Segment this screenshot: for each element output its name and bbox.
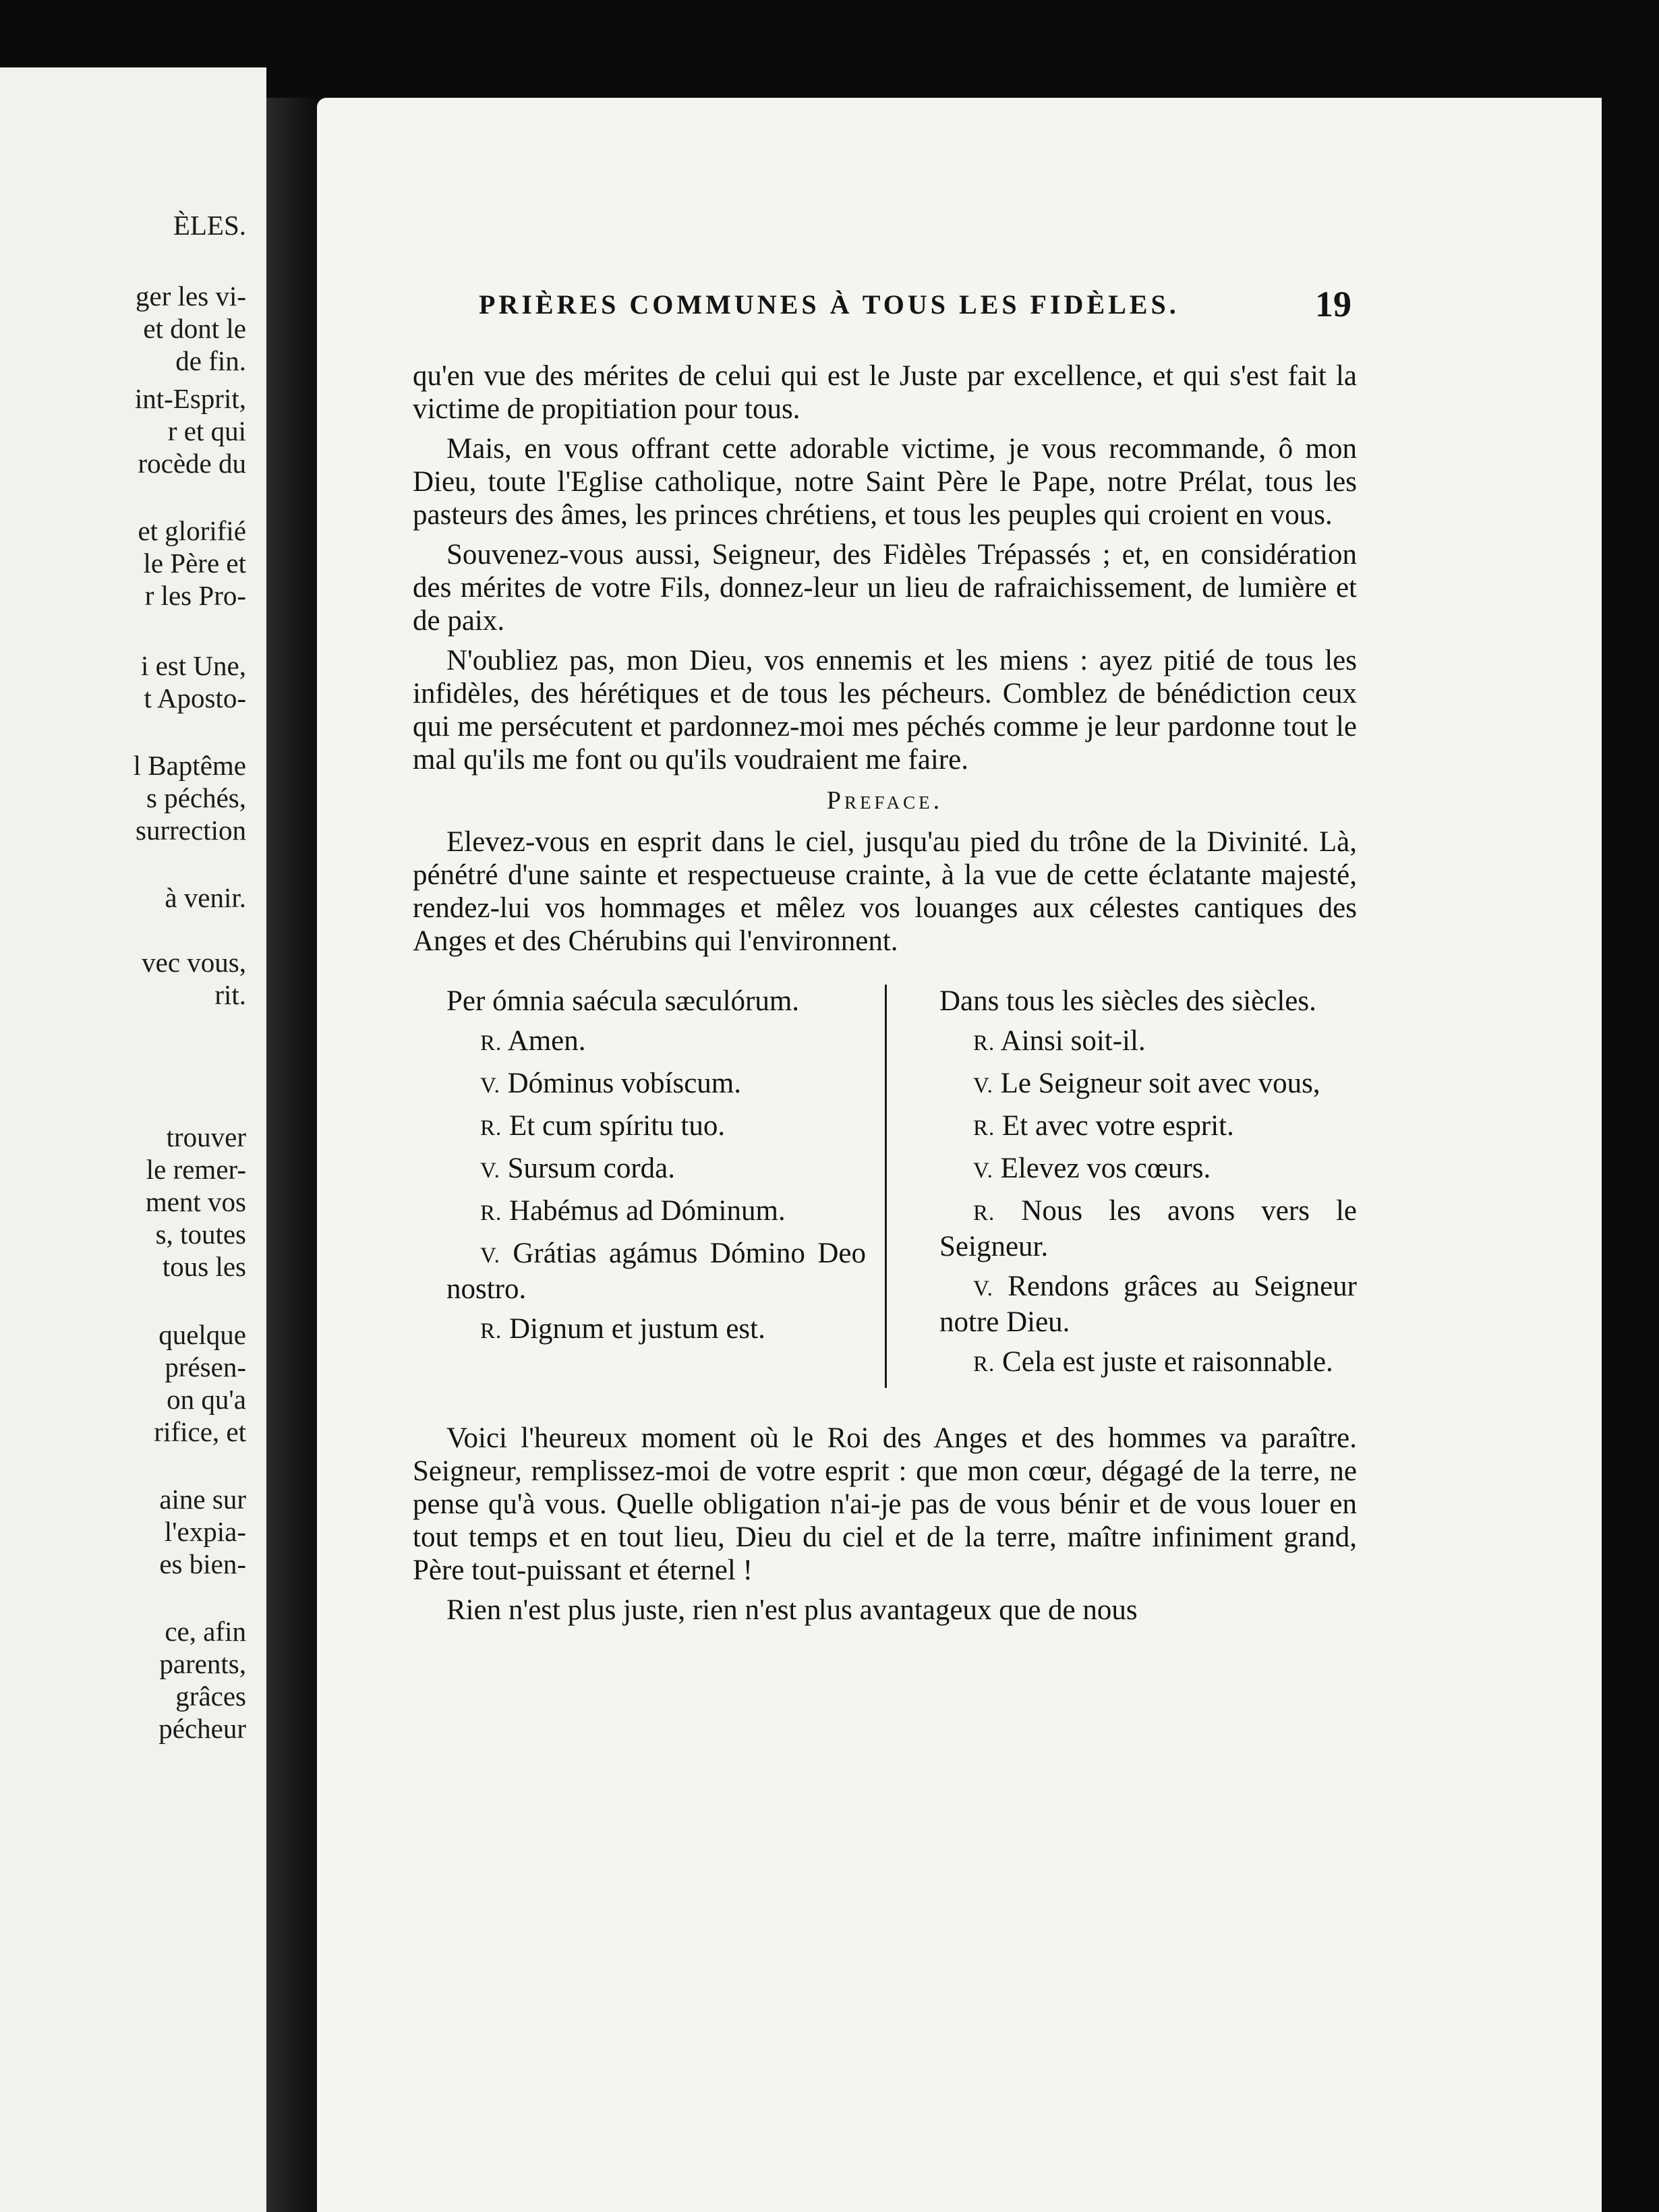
response-marker: R. <box>973 1116 995 1140</box>
dialogue-text: Rendons grâces au Seigneur notre Dieu. <box>939 1271 1358 1338</box>
dialogue-text: Et cum spíritu tuo. <box>509 1110 726 1142</box>
left-page-line: s péchés, <box>146 782 246 813</box>
left-page-line: int-Esprit, <box>134 383 246 414</box>
dialogue-line <box>906 1194 1357 1263</box>
dialogue-text: Elevez vos cœurs. <box>1000 1153 1211 1184</box>
paragraph: N'oubliez pas, mon Dieu, vos ennemis et les miens : ayez pitié de tous les infidèles, des hérétiques et de tous les pécheurs. Comblez de bénédiction ceux qui me persécutent et pardonnez-moi mes péchés comme je leur pardonne tout le mal qu'ils me font ou qu'ils voudraient me faire. <box>413 645 1357 776</box>
left-page-line: l'expia- <box>164 1516 246 1547</box>
left-page-line: de fin. <box>175 345 246 376</box>
main-text <box>413 359 1357 1633</box>
left-page-line: r et qui <box>167 415 246 446</box>
dialogue-text: Amen. <box>507 1025 586 1057</box>
left-page-line: quelque <box>158 1319 246 1350</box>
left-page-line: ment vos <box>145 1186 246 1217</box>
dialogue-text: Dignum et justum est. <box>509 1313 765 1345</box>
response-marker: V. <box>480 1244 500 1268</box>
dialogue-text: Nous les avons vers le Seigneur. <box>939 1195 1358 1262</box>
left-page-line: es bien- <box>159 1548 246 1579</box>
dialogue-line <box>413 1067 866 1103</box>
section-heading: Preface. <box>826 786 943 815</box>
dialogue-line <box>906 1152 1357 1188</box>
dialogue-text: Cela est juste et raisonnable. <box>1002 1346 1333 1378</box>
response-marker: V. <box>973 1159 993 1183</box>
dialogue-text: Et avec votre esprit. <box>1002 1110 1234 1142</box>
dialogue-line <box>906 985 1357 1018</box>
left-page-line: et glorifié <box>138 515 246 546</box>
left-page-line: le remer- <box>146 1154 246 1185</box>
response-marker: R. <box>480 1116 502 1140</box>
left-page-line: et dont le <box>143 313 246 344</box>
dialogue-text: Ainsi soit-il. <box>1000 1025 1146 1057</box>
dialogue-line <box>413 1312 866 1348</box>
left-page-line: l Baptême <box>133 750 246 781</box>
dialogue-line <box>413 1237 866 1306</box>
response-marker: R. <box>480 1319 502 1343</box>
paragraph: Rien n'est plus juste, rien n'est plus avantageux que de nous <box>446 1594 1138 1626</box>
dialogue-text: Dóminus vobíscum. <box>507 1068 741 1099</box>
dialogue-line <box>906 1067 1357 1103</box>
left-page-line: présen- <box>165 1351 246 1382</box>
left-page-line: r les Pro- <box>144 580 246 611</box>
response-marker: V. <box>480 1074 500 1098</box>
dialogue-line <box>413 1109 866 1145</box>
response-marker: V. <box>973 1277 993 1301</box>
dialogue-line <box>906 1270 1357 1339</box>
response-marker: R. <box>480 1031 502 1055</box>
left-page-line: on qu'a <box>167 1384 246 1415</box>
left-page-line: le Père et <box>143 548 246 579</box>
dialogue-line <box>413 985 866 1018</box>
response-marker: R. <box>973 1352 995 1376</box>
dialogue-text: Grátias agámus Dómino Deo nostro. <box>446 1238 866 1305</box>
left-page-line: tous les <box>162 1251 246 1282</box>
left-page-line: grâces <box>175 1681 246 1712</box>
paragraph: Voici l'heureux moment où le Roi des Anges et des hommes va paraître. Seigneur, remplissez-moi de votre esprit : que mon cœur, dégagé de la terre, ne pense qu'à vous. Quelle obligation n'ai-je pas de vous bénir et de vous louer en tout temps et en tout lieu, Dieu du ciel et de la terre, maître infiniment grand, Père tout-puissant et éternel ! <box>413 1422 1357 1586</box>
latin-column <box>413 985 885 1388</box>
left-page-line: ce, afin <box>165 1616 246 1647</box>
left-page-line: parents, <box>159 1648 246 1679</box>
dialogue-text: Dans tous les siècles des siècles. <box>939 985 1316 1017</box>
left-page-line: i est Une, <box>141 650 246 681</box>
response-marker: R. <box>973 1031 995 1055</box>
dialogue-line <box>413 1194 866 1230</box>
left-page-line: surrection <box>136 815 246 846</box>
dialogue-text: Habémus ad Dóminum. <box>509 1195 786 1227</box>
running-title: PRIÈRES COMMUNES À TOUS LES FIDÈLES. <box>479 289 1180 320</box>
left-page-line: vec vous, <box>142 947 246 978</box>
left-page-line: à venir. <box>165 882 246 913</box>
left-page-line: trouver <box>166 1122 246 1153</box>
dialogue-line <box>906 1109 1357 1145</box>
preface-dialogue <box>413 985 1357 1388</box>
facing-page-left <box>0 67 266 2212</box>
left-page-line: rocède du <box>138 448 246 479</box>
paragraph: Elevez-vous en esprit dans le ciel, jusqu'au pied du trône de la Divinité. Là, pénétré d'une sainte et respectueuse crainte, à la vue de cette éclatante majesté, rendez-lui vos hommages et mêlez vos louanges aux célestes cantiques des Anges et des Chérubins qui l'environnent. <box>413 826 1357 957</box>
dialogue-line <box>906 1345 1357 1381</box>
dialogue-line <box>413 1152 866 1188</box>
dialogue-text: Sursum corda. <box>507 1153 675 1184</box>
dialogue-line <box>906 1024 1357 1060</box>
page-number: 19 <box>1315 284 1351 324</box>
paragraph: qu'en vue des mérites de celui qui est le Juste par excellence, et qui s'est fait la victime de propitiation pour tous. <box>413 360 1357 425</box>
paragraph: Mais, en vous offrant cette adorable victime, je vous recommande, ô mon Dieu, toute l'Eglise catholique, notre Saint Père le Pape, notre Prélat, tous les pasteurs des âmes, les princes chrétiens, et tous les peuples qui croient en vous. <box>413 433 1357 531</box>
response-marker: V. <box>973 1074 993 1098</box>
response-marker: R. <box>973 1201 995 1225</box>
response-marker: V. <box>480 1159 500 1183</box>
left-page-line: ger les vi- <box>136 281 246 312</box>
dialogue-line <box>413 1024 866 1060</box>
french-column <box>885 985 1357 1388</box>
left-page-line: t Aposto- <box>144 682 246 714</box>
left-page-line: ÈLES. <box>173 210 246 241</box>
left-page-line: rit. <box>214 979 246 1010</box>
left-page-line: pécheur <box>158 1713 246 1744</box>
left-page-line: aine sur <box>159 1484 246 1515</box>
left-page-line: s, toutes <box>155 1219 246 1250</box>
left-page-line: rifice, et <box>154 1416 246 1447</box>
response-marker: R. <box>480 1201 502 1225</box>
dialogue-text: Le Seigneur soit avec vous, <box>1000 1068 1320 1099</box>
dialogue-text: Per ómnia saécula sæculórum. <box>446 985 800 1017</box>
paragraph: Souvenez-vous aussi, Seigneur, des Fidèles Trépassés ; et, en considération des mérites de votre Fils, donnez-leur un lieu de rafraichissement, de lumière et de paix. <box>413 539 1357 637</box>
